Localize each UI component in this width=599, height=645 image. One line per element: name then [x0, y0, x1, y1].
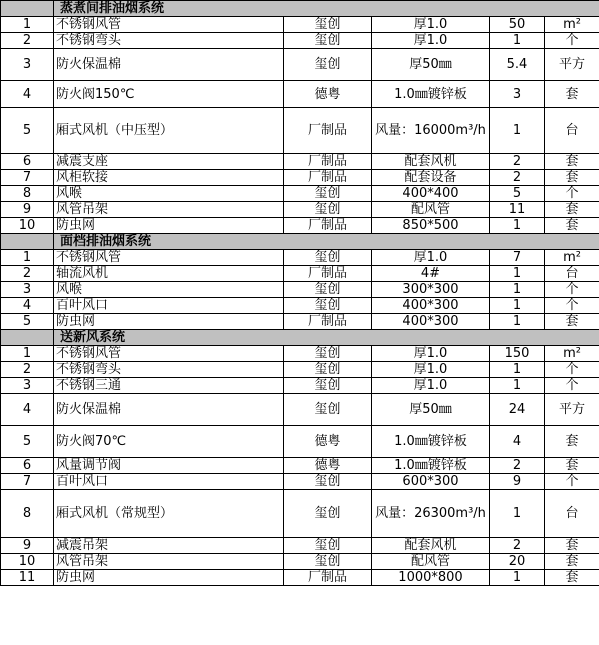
- item-spec: 600*300: [372, 474, 490, 490]
- item-quantity: 1: [490, 362, 545, 378]
- row-number: 1: [1, 17, 54, 33]
- row-number: 11: [1, 570, 54, 586]
- row-number: 2: [1, 266, 54, 282]
- item-unit: 套: [545, 81, 599, 108]
- item-unit: 个: [545, 186, 599, 202]
- item-unit: 套: [545, 458, 599, 474]
- item-quantity: 1: [490, 490, 545, 538]
- row-number: 10: [1, 554, 54, 570]
- item-brand: 厂制品: [284, 108, 372, 154]
- row-number: 3: [1, 378, 54, 394]
- section-header-blank: [1, 330, 54, 346]
- section-header-blank: [1, 1, 54, 17]
- item-brand: 玺创: [284, 186, 372, 202]
- section-title: 蒸煮间排油烟系统: [54, 1, 599, 17]
- item-brand: 玺创: [284, 394, 372, 426]
- item-name: 厢式风机（常规型）: [54, 490, 284, 538]
- row-number: 6: [1, 458, 54, 474]
- item-name: 风管吊架: [54, 202, 284, 218]
- item-spec: 1000*800: [372, 570, 490, 586]
- section-header: [1, 234, 599, 250]
- row-number: 5: [1, 426, 54, 458]
- table-row: [1, 554, 599, 570]
- item-name: 防火保温棉: [54, 49, 284, 81]
- item-spec: 配风管: [372, 202, 490, 218]
- row-number: 1: [1, 346, 54, 362]
- item-brand: 玺创: [284, 490, 372, 538]
- item-quantity: 1: [490, 378, 545, 394]
- item-brand: 玺创: [284, 474, 372, 490]
- item-spec: 400*400: [372, 186, 490, 202]
- item-unit: 个: [545, 33, 599, 49]
- item-unit: 套: [545, 154, 599, 170]
- item-spec: 1.0㎜镀锌板: [372, 426, 490, 458]
- item-unit: 套: [545, 218, 599, 234]
- item-unit: 台: [545, 266, 599, 282]
- section-header: [1, 330, 599, 346]
- table-row: [1, 266, 599, 282]
- item-brand: 玺创: [284, 282, 372, 298]
- section-header: [1, 1, 599, 17]
- row-number: 5: [1, 314, 54, 330]
- item-brand: 德粤: [284, 81, 372, 108]
- item-spec: 配套风机: [372, 154, 490, 170]
- item-brand: 玺创: [284, 362, 372, 378]
- item-quantity: 50: [490, 17, 545, 33]
- table-row: [1, 154, 599, 170]
- item-quantity: 24: [490, 394, 545, 426]
- item-quantity: 20: [490, 554, 545, 570]
- item-spec: 风量：16000m³/h: [372, 108, 490, 154]
- item-spec: 850*500: [372, 218, 490, 234]
- item-unit: 套: [545, 554, 599, 570]
- item-name: 厢式风机（中压型）: [54, 108, 284, 154]
- row-number: 2: [1, 362, 54, 378]
- item-name: 风喉: [54, 282, 284, 298]
- row-number: 7: [1, 170, 54, 186]
- row-number: 8: [1, 186, 54, 202]
- item-unit: 平方: [545, 394, 599, 426]
- item-brand: 厂制品: [284, 314, 372, 330]
- table-row: [1, 474, 599, 490]
- item-quantity: 1: [490, 282, 545, 298]
- item-spec: 厚1.0: [372, 362, 490, 378]
- row-number: 3: [1, 49, 54, 81]
- item-brand: 玺创: [284, 17, 372, 33]
- table-row: [1, 378, 599, 394]
- item-quantity: 1: [490, 33, 545, 49]
- item-unit: 套: [545, 202, 599, 218]
- item-name: 百叶风口: [54, 298, 284, 314]
- item-brand: 玺创: [284, 346, 372, 362]
- table-row: [1, 218, 599, 234]
- row-number: 3: [1, 282, 54, 298]
- item-spec: 配套风机: [372, 538, 490, 554]
- item-spec: 400*300: [372, 314, 490, 330]
- row-number: 1: [1, 250, 54, 266]
- table-row: [1, 314, 599, 330]
- item-quantity: 5.4: [490, 49, 545, 81]
- table-row: [1, 426, 599, 458]
- item-brand: 厂制品: [284, 266, 372, 282]
- item-brand: 玺创: [284, 33, 372, 49]
- row-number: 4: [1, 298, 54, 314]
- table-row: [1, 81, 599, 108]
- item-unit: 套: [545, 170, 599, 186]
- table-row: [1, 49, 599, 81]
- item-quantity: 1: [490, 570, 545, 586]
- table-row: [1, 17, 599, 33]
- table-row: [1, 570, 599, 586]
- row-number: 10: [1, 218, 54, 234]
- item-brand: 德粤: [284, 426, 372, 458]
- table-row: [1, 538, 599, 554]
- item-name: 不锈钢三通: [54, 378, 284, 394]
- row-number: 4: [1, 81, 54, 108]
- item-spec: 厚1.0: [372, 346, 490, 362]
- item-brand: 玺创: [284, 202, 372, 218]
- item-quantity: 1: [490, 314, 545, 330]
- row-number: 9: [1, 538, 54, 554]
- item-quantity: 2: [490, 538, 545, 554]
- item-brand: 厂制品: [284, 170, 372, 186]
- table-row: [1, 394, 599, 426]
- item-spec: 厚1.0: [372, 250, 490, 266]
- item-name: 轴流风机: [54, 266, 284, 282]
- item-unit: 台: [545, 108, 599, 154]
- item-unit: 个: [545, 362, 599, 378]
- item-unit: 平方: [545, 49, 599, 81]
- table-row: [1, 362, 599, 378]
- item-name: 减震支座: [54, 154, 284, 170]
- item-quantity: 3: [490, 81, 545, 108]
- item-name: 防虫网: [54, 570, 284, 586]
- item-name: 防虫网: [54, 218, 284, 234]
- item-unit: 套: [545, 314, 599, 330]
- item-unit: 个: [545, 474, 599, 490]
- item-brand: 玺创: [284, 250, 372, 266]
- item-quantity: 9: [490, 474, 545, 490]
- item-name: 百叶风口: [54, 474, 284, 490]
- section-title: 面档排油烟系统: [54, 234, 599, 250]
- item-name: 不锈钢风管: [54, 17, 284, 33]
- item-quantity: 2: [490, 458, 545, 474]
- item-quantity: 2: [490, 154, 545, 170]
- item-name: 风管吊架: [54, 554, 284, 570]
- item-spec: 配套设备: [372, 170, 490, 186]
- item-brand: 玺创: [284, 554, 372, 570]
- item-name: 减震吊架: [54, 538, 284, 554]
- section-header-blank: [1, 234, 54, 250]
- item-unit: m²: [545, 346, 599, 362]
- item-name: 风喉: [54, 186, 284, 202]
- item-spec: 厚50㎜: [372, 49, 490, 81]
- item-unit: 套: [545, 538, 599, 554]
- item-spec: 风量：26300m³/h: [372, 490, 490, 538]
- item-quantity: 1: [490, 218, 545, 234]
- item-unit: 个: [545, 282, 599, 298]
- item-spec: 厚1.0: [372, 378, 490, 394]
- table-row: [1, 186, 599, 202]
- row-number: 5: [1, 108, 54, 154]
- item-brand: 玺创: [284, 538, 372, 554]
- item-brand: 厂制品: [284, 570, 372, 586]
- item-unit: m²: [545, 17, 599, 33]
- item-name: 不锈钢风管: [54, 250, 284, 266]
- table-row: [1, 298, 599, 314]
- item-name: 防火保温棉: [54, 394, 284, 426]
- item-quantity: 1: [490, 108, 545, 154]
- item-unit: 个: [545, 378, 599, 394]
- item-quantity: 150: [490, 346, 545, 362]
- row-number: 7: [1, 474, 54, 490]
- table-row: [1, 490, 599, 538]
- item-spec: 厚1.0: [372, 17, 490, 33]
- row-number: 6: [1, 154, 54, 170]
- item-spec: 400*300: [372, 298, 490, 314]
- item-name: 防虫网: [54, 314, 284, 330]
- item-quantity: 5: [490, 186, 545, 202]
- item-unit: 套: [545, 570, 599, 586]
- item-name: 防火阀150℃: [54, 81, 284, 108]
- item-quantity: 11: [490, 202, 545, 218]
- item-name: 不锈钢弯头: [54, 33, 284, 49]
- item-unit: 台: [545, 490, 599, 538]
- item-brand: 德粤: [284, 458, 372, 474]
- table-row: [1, 170, 599, 186]
- item-spec: 1.0㎜镀锌板: [372, 81, 490, 108]
- item-brand: 厂制品: [284, 218, 372, 234]
- table-row: [1, 282, 599, 298]
- table-row: [1, 250, 599, 266]
- item-name: 风量调节阀: [54, 458, 284, 474]
- item-brand: 玺创: [284, 49, 372, 81]
- item-name: 不锈钢弯头: [54, 362, 284, 378]
- table-row: [1, 458, 599, 474]
- item-quantity: 4: [490, 426, 545, 458]
- item-spec: 厚50㎜: [372, 394, 490, 426]
- item-brand: 玺创: [284, 298, 372, 314]
- table-row: [1, 346, 599, 362]
- item-quantity: 1: [490, 298, 545, 314]
- item-name: 不锈钢风管: [54, 346, 284, 362]
- item-spec: 4#: [372, 266, 490, 282]
- section-title: 送新风系统: [54, 330, 599, 346]
- item-quantity: 1: [490, 266, 545, 282]
- item-spec: 1.0㎜镀锌板: [372, 458, 490, 474]
- table-row: [1, 33, 599, 49]
- item-quantity: 2: [490, 170, 545, 186]
- row-number: 2: [1, 33, 54, 49]
- item-unit: m²: [545, 250, 599, 266]
- item-unit: 个: [545, 298, 599, 314]
- item-spec: 配风管: [372, 554, 490, 570]
- row-number: 4: [1, 394, 54, 426]
- item-spec: 厚1.0: [372, 33, 490, 49]
- item-brand: 厂制品: [284, 154, 372, 170]
- table-row: [1, 108, 599, 154]
- table-row: [1, 202, 599, 218]
- item-name: 防火阀70℃: [54, 426, 284, 458]
- row-number: 9: [1, 202, 54, 218]
- row-number: 8: [1, 490, 54, 538]
- item-name: 风柜软接: [54, 170, 284, 186]
- item-spec: 300*300: [372, 282, 490, 298]
- item-brand: 玺创: [284, 378, 372, 394]
- item-quantity: 7: [490, 250, 545, 266]
- item-unit: 套: [545, 426, 599, 458]
